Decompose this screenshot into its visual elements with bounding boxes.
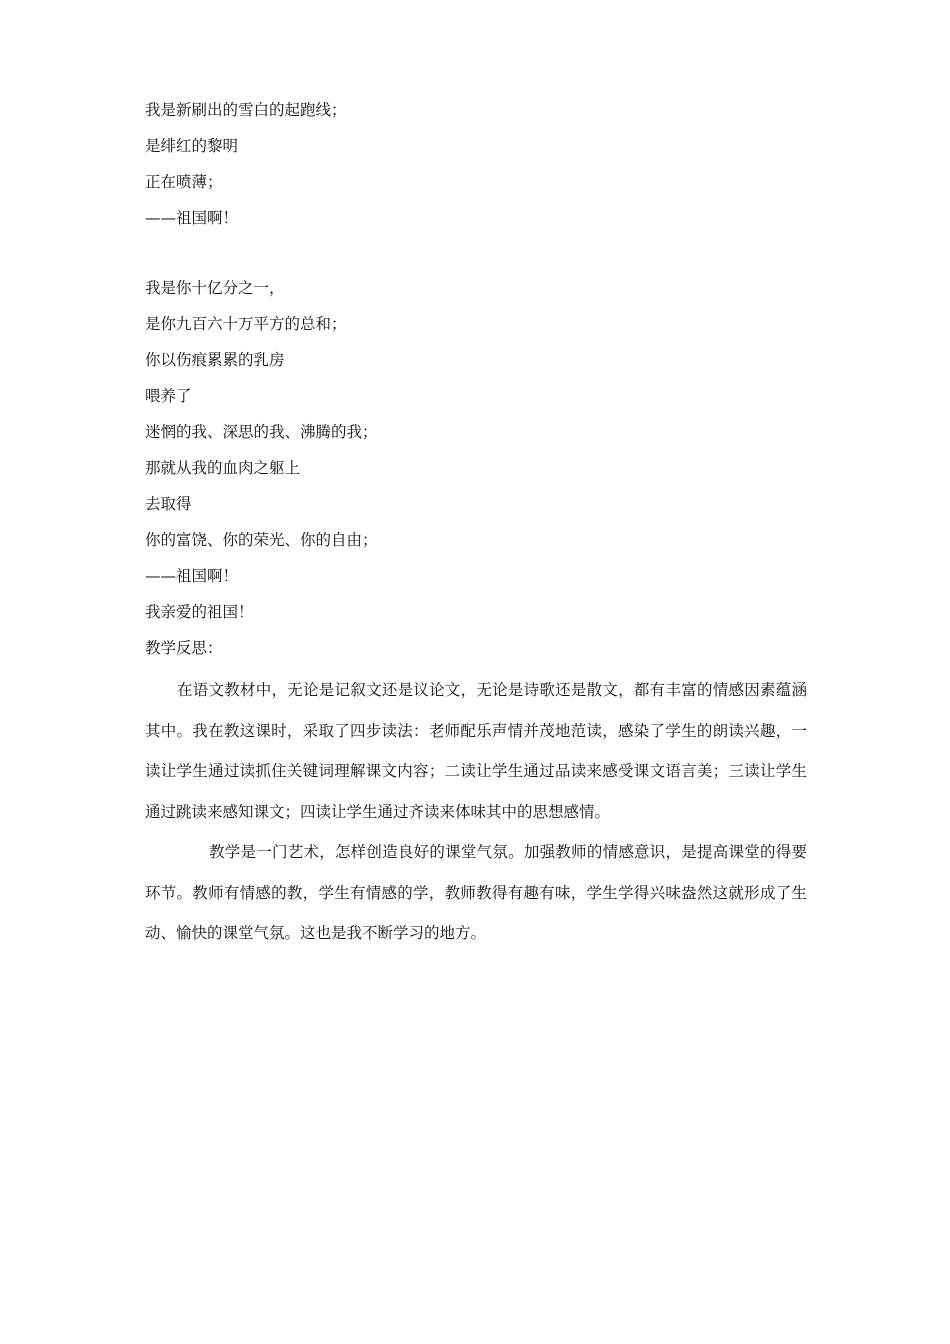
poem-line: 正在喷薄；: [145, 173, 223, 191]
poem-line: 喂养了: [145, 387, 192, 405]
poem-line: 那就从我的血肉之躯上: [145, 459, 301, 477]
poem-line: ——祖国啊！: [145, 567, 239, 585]
document-body: [145, 92, 825, 954]
poem-line: 我亲爱的祖国！: [145, 603, 254, 621]
poem-line: 我是你十亿分之一，: [145, 279, 285, 297]
reflection-heading: 教学反思：: [145, 639, 223, 657]
reflection-paragraph: 教学是一门艺术，怎样创造良好的课堂气氛。加强教师的情感意识，是提高课堂的得要环节。教师有情感的教，学生有情感的学，教师教得有趣有味，学生学得兴味盎然这就形成了生动、愉快的课堂气氛。这也是我不断学习的地方。: [145, 843, 807, 942]
stanza-break: [145, 236, 825, 270]
poem-line: 你以伤痕累累的乳房: [145, 351, 285, 369]
poem-line: 去取得: [145, 495, 192, 513]
poem-line: 是绯红的黎明: [145, 137, 239, 155]
poem-line: 我是新刷出的雪白的起跑线；: [145, 101, 347, 119]
reflection-paragraph: 在语文教材中，无论是记叙文还是议论文，无论是诗歌还是散文，都有丰富的情感因素蕴涵其中。我在教这课时，采取了四步读法：老师配乐声情并茂地范读，感染了学生的朗读兴趣，一读让学生通过读抓住关键词理解课文内容；二读让学生通过品读来感受课文语言美；三读让学生通过跳读来感知课文；四读让学生通过齐读来体味其中的思想感情。: [145, 681, 807, 821]
poem-line: 你的富饶、你的荣光、你的自由；: [145, 531, 378, 549]
poem-line: ——祖国啊！: [145, 209, 239, 227]
poem-line: 是你九百六十万平方的总和；: [145, 315, 347, 333]
poem-line: 迷惘的我、深思的我、沸腾的我；: [145, 423, 378, 441]
